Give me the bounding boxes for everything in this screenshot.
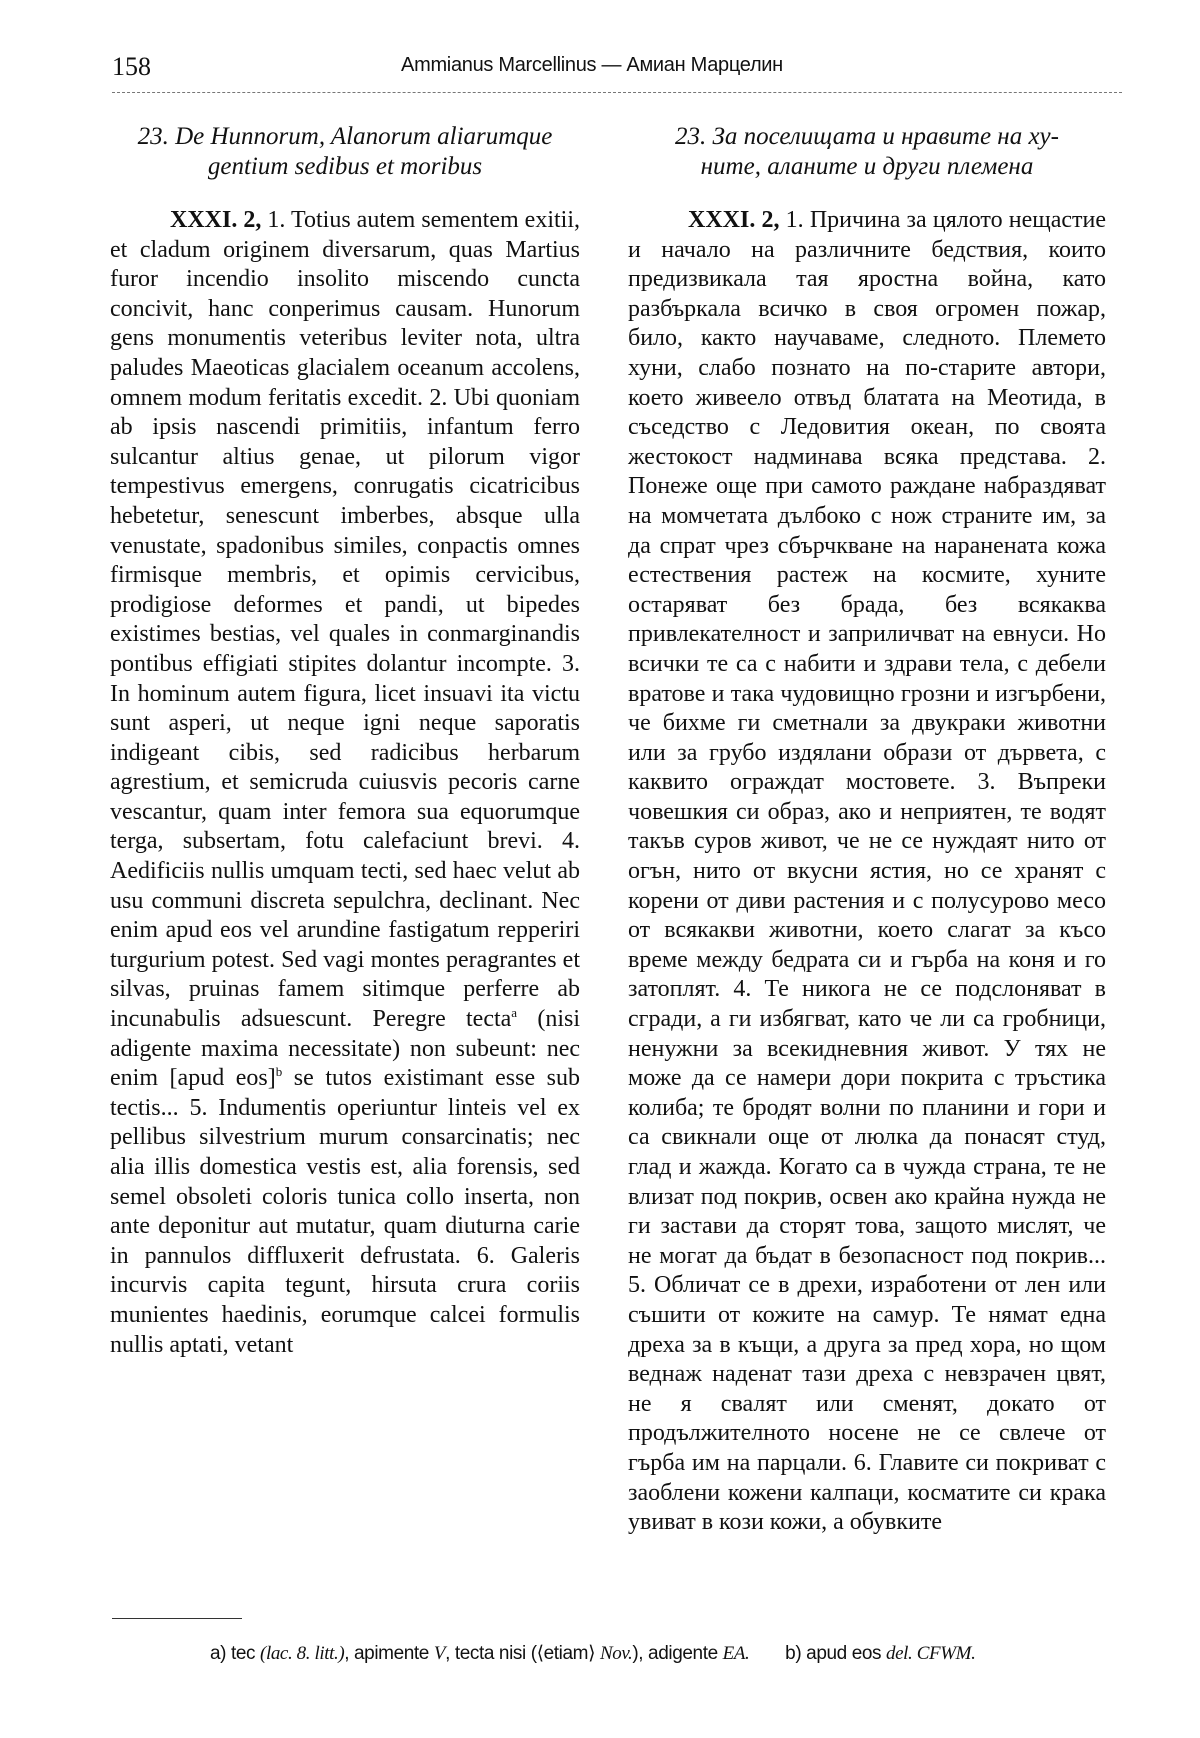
footnotes — [210, 1642, 1110, 1665]
bulgarian-column — [628, 122, 1106, 1538]
bulgarian-reference: XXXI. 2, — [688, 207, 780, 233]
latin-reference: XXXI. 2, — [170, 207, 262, 233]
footnote-a — [210, 1643, 754, 1664]
latin-title-line-1: 23. De Hunnorum, Alanorum aliarumque — [137, 123, 553, 150]
footnote-rule — [112, 1618, 242, 1619]
bulgarian-text: 1. Причина за цялото нещастие и начало на различните бедствия, които предизвикала тая яростна война, като разбъркала всичко в своя огромен пожар, било, както научаваме, следното. Племето хуни, слабо познато на по-старите автори, което живеело отвъд блатата на Меотида, в съседство с Ледовития океан, по своята жестокост надминава всяка представа. 2. Понеже още при самото раждане набраздяват на момчетата дълбоко с нож страните им, за да спрат чрез сбърчкване на наранената кожа естествения растеж на космите, хуните остаряват без брада, без всякаква привлекателност и заприличват на евнуси. Но всички те са с набити и здрави тела, с дебели вратове и така чудовищно грозни и изгърбени, че бихме ги сметнали за двукраки животни или за грубо издялани образи от дървета, с каквито ограждат мостовете. 3. Въпреки човешкия си образ, ако и неприятен, те водят такъв суров живот, че не се нуждаят нито от огън, нито от вкусни ястия, но се хранят с корени от диви растения и с полусурово месо от всякакви животни, което слагат за късо време между бедрата си и гърба на коня и го затоплят. 4. Те никога не се подслоняват в сгради, а ги избягват, като че ли са гробници, ненужни за всекидневния живот. У тях не може да се намери дори покрита с тръстика колиба; те бродят волни по планини и гори и са свикнали още от люлка да понасят студ, глад и жажда. Когато са в чужда страна, те не влизат под покрив, освен ако крайна нужда не ги застави да сторят това, защото мислят, че не могат да бъдат в безопасност под покрив... 5. Обличат се в дрехи, изработени от лен или съшити от кожите на самур. Те нямат една дреха за в къщи, а друга за пред хора, но щом веднаж наденат тази дреха с невзрачен цвят, не я свалят или сменят, докато от продължителното носене не се свлече от гърба им на парцали. 6. Главите си покриват с заоблени кожени калпаци, косматите си крака увиват в кози кожи, а обувките — [628, 207, 1106, 1536]
footnote-marker-b: b — [275, 1064, 283, 1080]
footnote-a-siglum: Nov. — [600, 1643, 633, 1664]
footnote-b-label: b) — [785, 1643, 802, 1664]
latin-column — [110, 122, 580, 1360]
bulgarian-body-text — [628, 206, 1106, 1538]
running-title: Ammianus Marcellinus — Амиан Марцелин — [401, 54, 783, 76]
bulgarian-section-title — [628, 122, 1106, 182]
latin-text-part-3: se tutos existimant esse sub tectis... 5. Indumentis operiuntur linteis vel ex pellibus silvestrium murum consarcinatis; nec alia illis domestica vestis est, alia forensis, sed semel obsoleti coloris tunica collo inserta, non ante deponitur aut mutatur, quam diuturna carie in pannulos diffluxerit defrustata. 6. Galeris incurvis capita tegunt, hirsuta crura coriis munientes haedinis, eorumque calcei formulis nullis aptati, vetant — [110, 1065, 580, 1358]
footnote-a-text: , apimente — [344, 1643, 434, 1664]
footnote-a-siglum: (lac. 8. litt.) — [260, 1643, 345, 1664]
page-number: 158 — [112, 52, 151, 81]
footnote-a-siglum: EA. — [722, 1643, 750, 1664]
latin-title-line-2: gentium sedibus et moribus — [207, 153, 483, 180]
footnote-b-siglum: del. CFWM. — [886, 1643, 976, 1664]
footnote-marker-a: a — [511, 1005, 518, 1021]
footnote-a-text: , tecta nisi (⟨etiam⟩ — [445, 1643, 600, 1664]
footnote-b-text: apud eos — [801, 1643, 887, 1664]
footnote-b — [780, 1643, 975, 1664]
running-head — [112, 52, 1072, 92]
footnote-a-label: a) — [210, 1643, 227, 1664]
latin-text-part-1: 1. Totius autem sementem exitii, et cladum originem diversarum, quas Martius furor incendio insolito miscendo cuncta concivit, hanc conperimus causam. Hunorum gens monumentis veteribus leviter nota, ultra paludes Maeoticas glacialem oceanum accolens, omnem modum feritatis excedit. 2. Ubi quoniam ab ipsis nascendi primitiis, infantum ferro sulcantur altius genae, ut pilorum vigor tempestivus emergens, conrugatis cicatricibus hebetetur, senescunt imberbes, absque ulla venustate, spadonibus similes, conpactis omnes firmisque membris, et opimis cervicibus, prodigiose deformes et pandi, ut bipedes existimes bestias, vel quales in conmarginandis pontibus effigiati stipites dolantur incompte. 3. In hominum autem figura, licet insuavi ita victu sunt asperi, ut neque igni neque saporatis indigeant cibis, sed radicibus herbarum agrestium, et semicruda cuiusvis pecoris carne vescantur, quam inter femora sua equorumque terga, subsertam, fotu calefaciunt brevi. 4. Aedificiis nullis umquam tecti, sed haec velut ab usu communi discreta sepulchra, declinant. Nec enim apud eos vel arundine fastigatum repperiri turgurium potest. Sed vagi montes peragrantes et silvas, pruinas famem sitimque perferre ab incunabulis adsuescunt. Peregre tecta — [110, 207, 580, 1033]
bulgarian-title-line-2: ните, аланите и други племена — [700, 153, 1034, 180]
latin-section-title — [110, 122, 580, 182]
footnote-a-siglum: V — [433, 1643, 446, 1664]
header-rule — [112, 92, 1122, 93]
latin-text-part-2: (nisi adigente maxima necessitate) non subeunt: nec enim [apud eos] — [110, 1006, 580, 1092]
footnote-a-text: ), adigente — [632, 1643, 723, 1664]
bulgarian-title-line-1: 23. За поселищата и нравите на ху- — [675, 123, 1059, 150]
latin-body-text — [110, 206, 580, 1360]
footnote-a-text: tec — [226, 1643, 261, 1664]
